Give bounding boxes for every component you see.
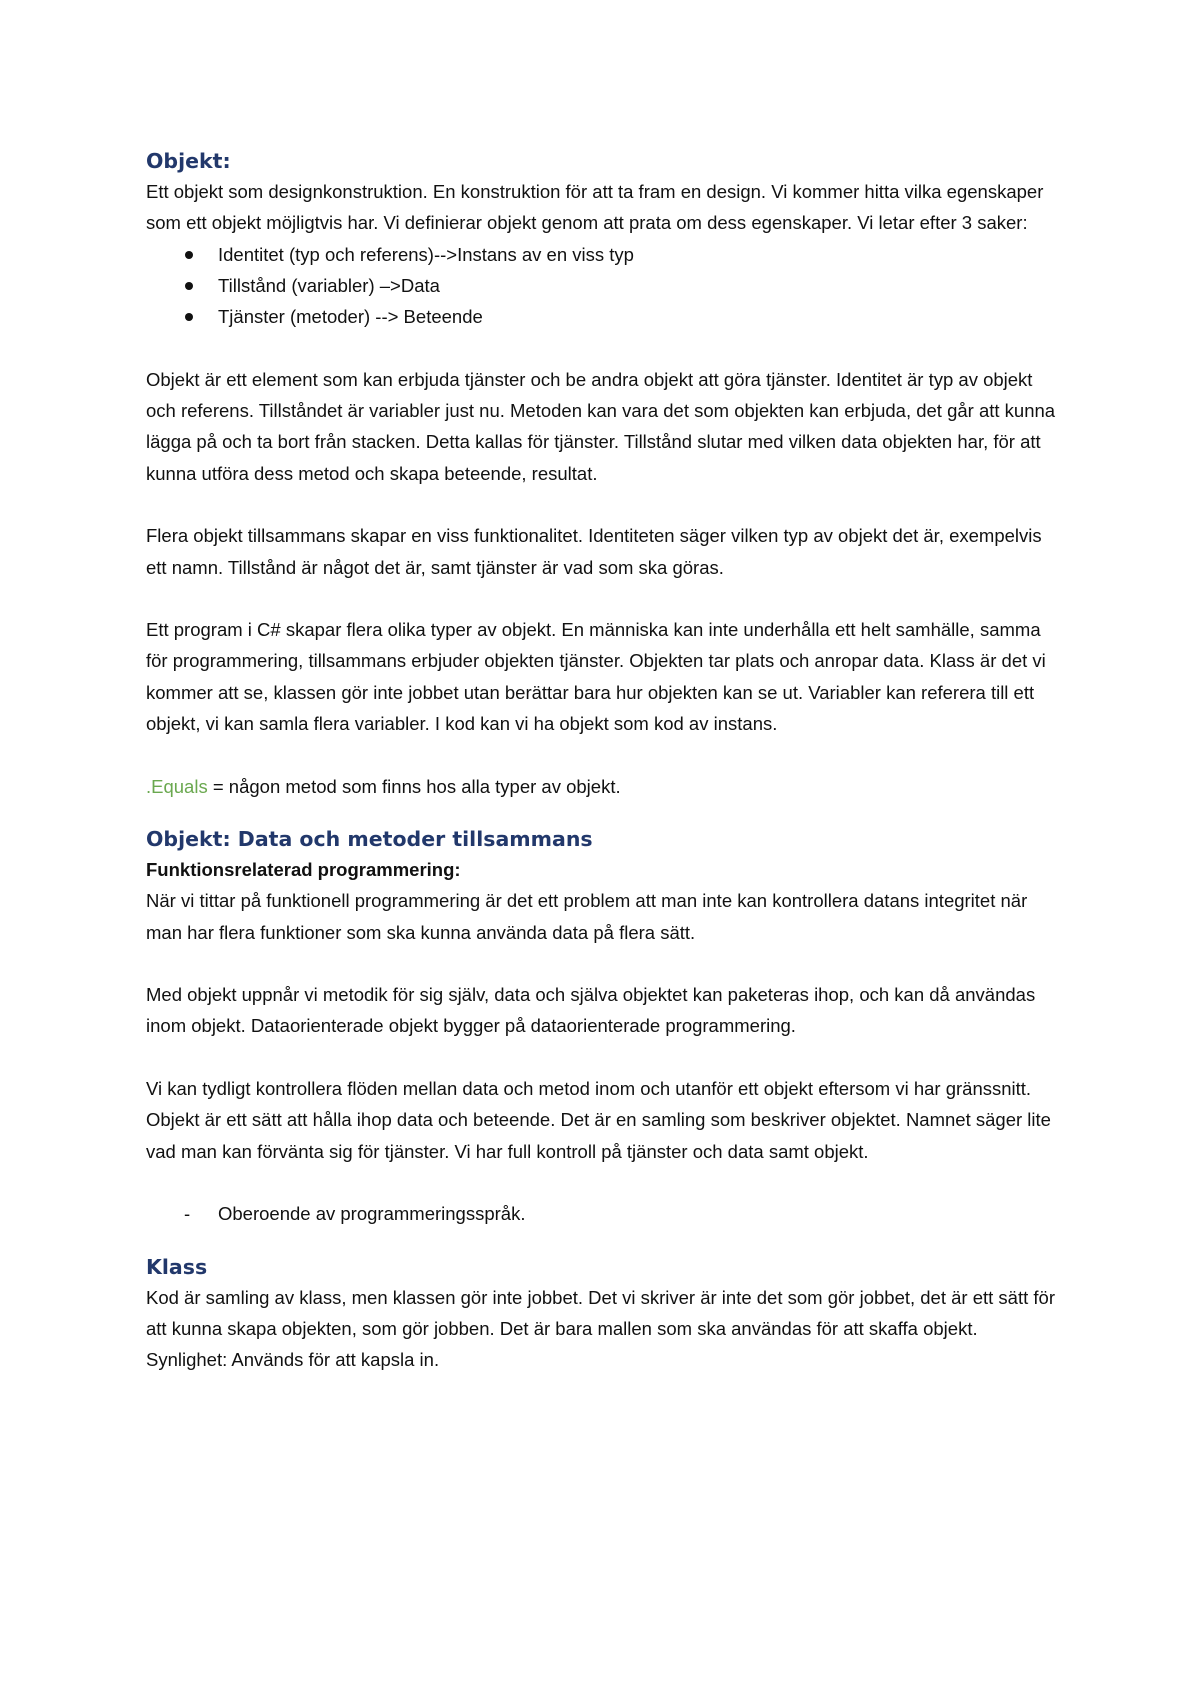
heading-objekt: Objekt: — [146, 149, 231, 173]
equals-text: = någon metod som finns hos alla typer av objekt. — [207, 775, 621, 797]
paragraph-kontrollera-floden: Vi kan tydligt kontrollera flöden mellan data och metod inom och utanför ett objekt eftersom vi har gränssnitt. Objekt är ett sätt att hålla ihop data och beteende. Det är en samling som beskriver objektet. Namnet säger lite vad man kan förvänta sig för tjänster. Vi har full kontroll på tjänster och data samt objekt. — [146, 1078, 1051, 1162]
heading-klass: Klass — [146, 1254, 208, 1279]
dash-icon: - — [184, 1203, 191, 1225]
dash-text: Oberoende av programmeringsspråk. — [218, 1203, 526, 1225]
bullet-text: Identitet (typ och referens)-->Instans av en viss typ — [218, 243, 634, 265]
paragraph-objekt-element: Objekt är ett element som kan erbjuda tjänster och be andra objekt att göra tjänster. Identitet är typ av objekt och referens. Tillståndet är variabler just nu. Metoden kan vara det som objekten kan erbjuda, det går att kunna lägga på och ta bort från stacken. Detta kallas för tjänster. Tillstånd slutar med vilken data objekten har, för att kunna utföra dess metod och skapa beteende, resultat. — [146, 368, 1056, 484]
paragraph-intro: Ett objekt som designkonstruktion. En konstruktion för att ta fram en design. Vi kommer hitta vilka egenskaper som ett objekt möjligtvis har. Vi definierar objekt genom att prata om dess egenskaper. Vi letar efter 3 saker: — [146, 181, 1044, 234]
document-page — [146, 146, 1066, 1375]
subheading-funktionsrelaterad: Funktionsrelaterad programmering: — [146, 858, 461, 880]
bullet-item — [146, 239, 1066, 270]
bullet-list — [146, 239, 1066, 333]
bullet-item — [146, 301, 1066, 332]
dash-item — [146, 1198, 1066, 1229]
bullet-text: Tjänster (metoder) --> Beteende — [218, 306, 483, 328]
bullet-item — [146, 270, 1066, 301]
equals-code: .Equals — [146, 775, 208, 797]
paragraph-equals — [146, 771, 1066, 802]
paragraph-flera-objekt: Flera objekt tillsammans skapar en viss funktionalitet. Identiteten säger vilken typ av objekt det är, exempelvis ett namn. Tillstånd är något det är, samt tjänster är vad som ska göras. — [146, 525, 1042, 578]
paragraph-program-csharp: Ett program i C# skapar flera olika typer av objekt. En människa kan inte underhålla ett helt samhälle, samma för programmering, tillsammans erbjuder objekten tjänster. Objekten tar plats och anropar data. Klass är det vi kommer att se, klassen gör inte jobbet utan berättar bara hur objekten kan se ut. Variabler kan referera till ett objekt, vi kan samla flera variabler. I kod kan vi ha objekt som kod av instans. — [146, 619, 1046, 735]
paragraph-kod-samling: Kod är samling av klass, men klassen gör inte jobbet. Det vi skriver är inte det som gör jobbet, det är ett sätt för att kunna skapa objekten, som gör jobben. Det är bara mallen som ska användas för att skaffa objekt. — [146, 1286, 1055, 1339]
bullet-icon — [185, 251, 193, 259]
bullet-icon — [185, 282, 193, 290]
bullet-icon — [185, 313, 193, 321]
heading-data-och-metoder: Objekt: Data och metoder tillsammans — [146, 826, 593, 851]
dash-list — [146, 1198, 1066, 1229]
paragraph-synlighet: Synlighet: Används för att kapsla in. — [146, 1349, 440, 1371]
paragraph-funktionell: När vi tittar på funktionell programmering är det ett problem att man inte kan kontrollera datans integritet när man har flera funktioner som ska kunna använda data på flera sätt. — [146, 890, 1028, 943]
bullet-text: Tillstånd (variabler) –>Data — [218, 274, 440, 296]
paragraph-med-objekt: Med objekt uppnår vi metodik för sig själv, data och själva objektet kan paketeras ihop, och kan då användas inom objekt. Dataorienterade objekt bygger på dataorienterade programmering. — [146, 984, 1036, 1037]
